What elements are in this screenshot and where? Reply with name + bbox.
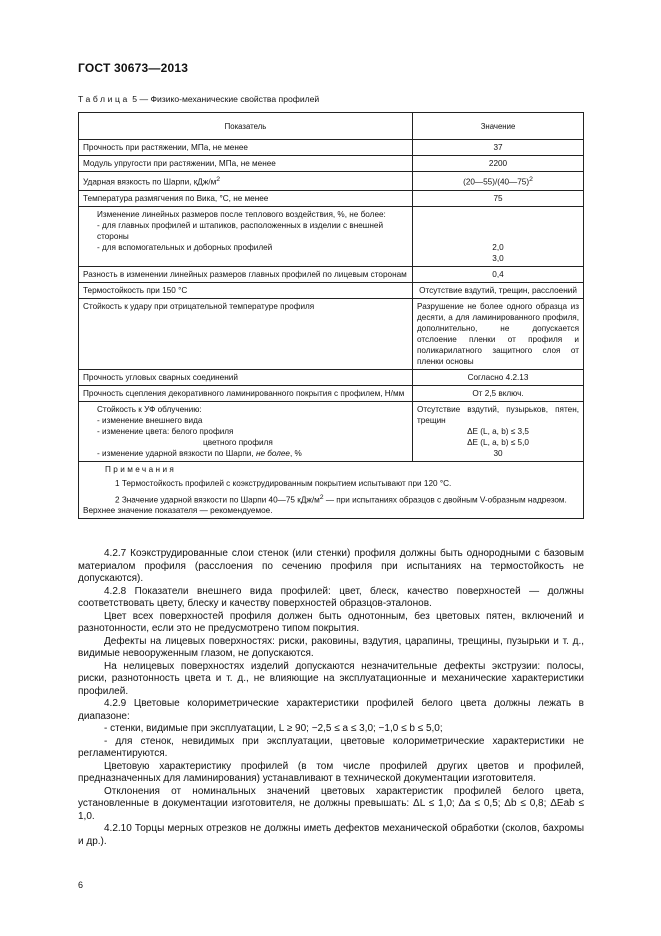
linear-value-a: 2,0 [492,242,504,252]
paragraph: - стенки, видимые при эксплуатации, L ≥ 90; −2,5 ≤ a ≤ 3,0; −1,0 ≤ b ≤ 5,0; [104,723,443,734]
paragraph: Цвет всех поверхностей профиля должен быть однотонным, без цветовых пятен, включений и разнотонности, если это не предусмотрено типом покрытия. [78,610,584,634]
value-cell: Разрушение не более одного образца из десяти, а для ламинированного профиля, дополнительно, не допускается отслоение пленки от профиля и поликарилатного защитного слоя от пленки основы [413,298,584,369]
note-2b: — при испытаниях образцов с двойным V-образным надрезом. Верхнее значение показателя — рекомендуемое. [83,495,567,516]
uv-value-appearance: Отсутствие вздутий, пузырьков, пятен, трещин [417,404,579,425]
param-cell: Разность в изменении линейных размеров главных профилей по лицевым сторонам [79,266,413,282]
uv-charpy-post: , % [290,448,302,458]
param-cell: Прочность при растяжении, МПа, не менее [79,140,413,156]
param-cell: Прочность угловых сварных соединений [79,369,413,385]
note-2a: 2 Значение ударной вязкости по Шарпи 40—75 кДж/м [115,495,320,505]
paragraph: На нелицевых поверхностях изделий допускаются незначительные дефекты экструзии: полосы, риски, разнотонность цвета и т. д., не влияющие на эксплуатационные и механические характеристики профилей. [78,660,584,697]
param-cell [79,172,413,191]
table-notes-row [79,461,584,519]
paragraph: Отклонения от номинальных значений цветовых характеристик профилей белого цвета, установленные в документации изготовителя, не должны превышать: ΔL ≤ 1,0; Δa ≤ 0,5; Δb ≤ 0,8; ΔEab ≤ 1,0. [78,785,584,822]
table-row [79,156,584,172]
uv-value-white: ΔE (L, a, b) ≤ 3,5 [467,426,529,436]
uv-item-color-colored: цветного профиля [203,437,273,447]
param-cell: Прочность сцепления декоративного ламинированного покрытия с профилем, Н/мм [79,385,413,401]
uv-value-colored: ΔE (L, a, b) ≤ 5,0 [467,437,529,447]
value-cell: 37 [413,140,584,156]
param-cell: Термостойкость при 150 °С [79,282,413,298]
note-1: 1 Термостойкость профилей с коэкструдированным покрытием испытывают при 120 °С. [115,478,452,488]
uv-head: Стойкость к УФ облучению: [97,404,202,414]
linear-value-b: 3,0 [492,253,504,263]
superscript: 2 [529,176,533,183]
linear-item-a: - для главных профилей и штапиков, расположенных в изделии с внешней стороны [97,220,384,241]
linear-head: Изменение линейных размеров после теплового воздействия, %, не более: [97,209,386,219]
value-cell: 2200 [413,156,584,172]
uv-item-color-colored-wrap [83,437,408,448]
paragraph: - для стенок, невидимых при эксплуатации, цветовые колориметрические характеристики не регламентируются. [78,735,584,759]
header-value: Значение [413,113,584,140]
notes-heading: Примечания [105,464,177,474]
value-cell: От 2,5 включ. [413,385,584,401]
page-number: 6 [78,880,84,890]
table-row [79,172,584,191]
table-row [79,206,584,266]
linear-item-b: - для вспомогательных и доборных профилей [97,242,273,252]
superscript: 2 [319,493,324,501]
param-cell: Модуль упругости при растяжении, МПа, не менее [79,156,413,172]
table-row [79,369,584,385]
notes-cell [79,461,584,519]
paragraph: 4.2.8 Показатели внешнего вида профилей: цвет, блеск, качество поверхностей — должны соответствовать цвету, блеску и качеству поверхностей образцов-эталонов. [78,585,584,609]
paragraph: 4.2.7 Коэкструдированные слои стенок (или стенки) профиля должны быть однородными с базовым материалом профиля (расслоения по сечению профиля при испытаниях на термостойкость не допускаются). [78,548,584,584]
paragraph: 4.2.9 Цветовые колориметрические характеристики профилей белого цвета должны лежать в диапазоне: [78,698,584,722]
uv-value-charpy: 30 [493,448,503,458]
note-2 [83,492,579,517]
charpy-label: Ударная вязкость по Шарпи, кДж/м [83,177,217,187]
superscript: 2 [216,176,221,183]
table-row [79,385,584,401]
header-param: Показатель [79,113,413,140]
value-cell: Отсутствие вздутий, трещин, расслоений [413,282,584,298]
paragraph: 4.2.10 Торцы мерных отрезков не должны иметь дефектов механической обработки (сколов, бахромы и др.). [78,823,584,847]
param-cell [79,401,413,461]
document-title: ГОСТ 30673—2013 [78,61,189,75]
table-caption [78,94,319,104]
paragraph: Дефекты на лицевых поверхностях: риски, раковины, вздутия, царапины, трещины, пузырьки и т. д., видимые невооруженным глазом, не допускаются. [78,635,584,659]
table-caption-text: 5 — Физико-механические свойства профилей [132,94,320,104]
table-row [79,190,584,206]
charpy-value: (20—55)/(40—75) [463,177,530,187]
param-cell [79,206,413,266]
value-cell: Согласно 4.2.13 [413,369,584,385]
paragraph: Цветовую характеристику профилей (в том числе профилей других цветов и профилей, предназначенных для ламинирования) устанавливают в технической документации изготовителя. [78,760,584,784]
value-cell [413,401,584,461]
value-cell: 75 [413,190,584,206]
uv-item-charpy [83,448,408,459]
table-row [79,266,584,282]
table-row [79,282,584,298]
uv-charpy-pre: - изменение ударной вязкости по Шарпи, [97,448,254,458]
table-header-row [79,113,584,140]
uv-item-color-white: - изменение цвета: белого профиля [97,426,234,436]
param-cell: Температура размягчения по Вика, °С, не менее [79,190,413,206]
value-cell [413,206,584,266]
table-row [79,401,584,461]
properties-table [78,112,584,519]
uv-charpy-em: не более [255,448,290,458]
table-row [79,140,584,156]
table-row [79,298,584,369]
table-caption-prefix: Таблица [78,94,130,104]
value-cell [413,172,584,191]
body-text [78,548,584,848]
param-cell: Стойкость к удару при отрицательной температуре профиля [79,298,413,369]
value-cell: 0,4 [413,266,584,282]
uv-item-appearance: - изменение внешнего вида [97,415,203,425]
